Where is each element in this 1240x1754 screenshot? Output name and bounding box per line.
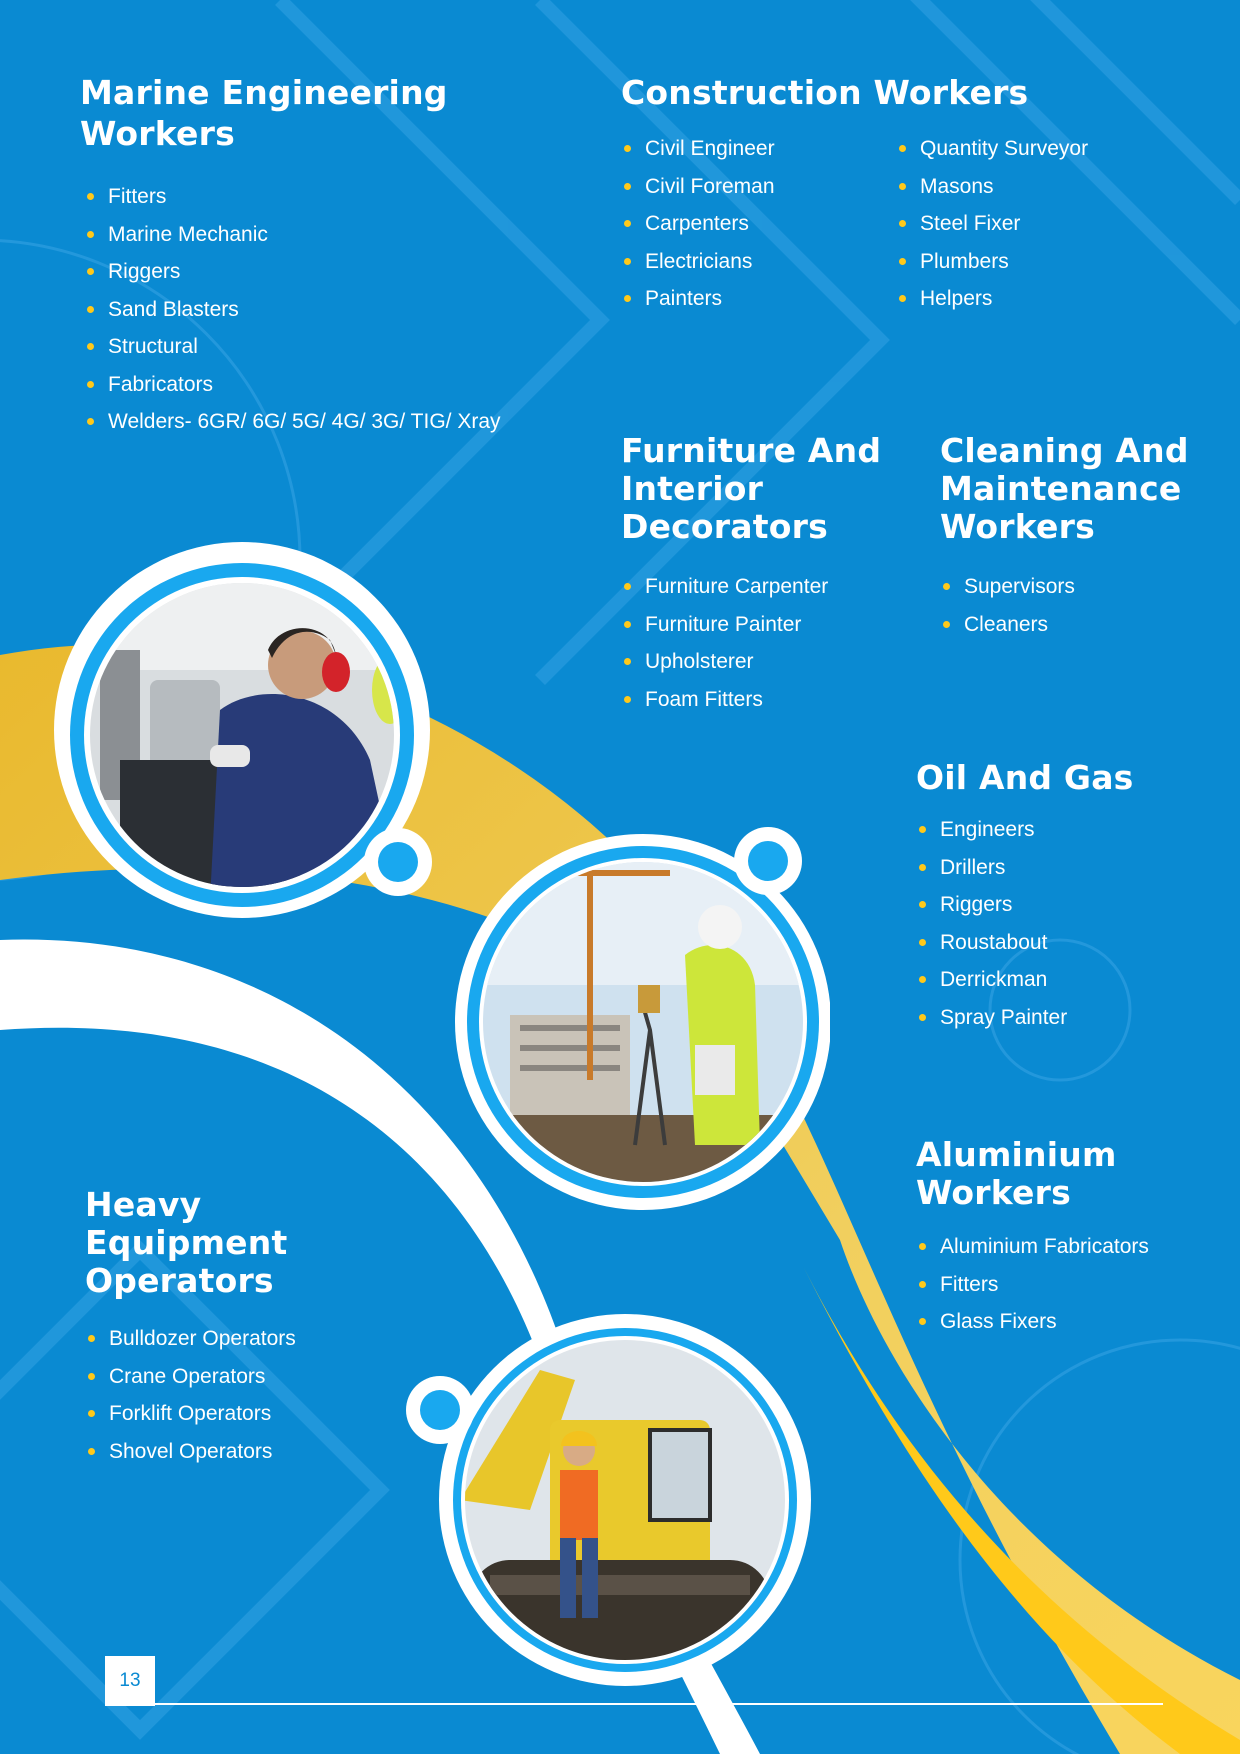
list-item: Upholsterer — [621, 643, 891, 681]
list-item: Shovel Operators — [85, 1433, 305, 1471]
list-item: Plumbers — [896, 243, 1088, 281]
list-item: Engineers — [916, 811, 1134, 849]
list-item: Aluminium Fabricators — [916, 1228, 1156, 1266]
marine-title: Marine Engineering Workers — [80, 73, 448, 153]
list-item: Quantity Surveyor — [896, 130, 1088, 168]
furniture-title: Furniture And Interior Decorators — [621, 431, 882, 546]
heavy-equipment-list — [85, 1320, 305, 1470]
list-item: Fabricators — [84, 366, 501, 404]
list-item: Supervisors — [940, 568, 1200, 606]
list-item: Roustabout — [916, 924, 1134, 962]
excavator-operator-photo — [400, 1310, 830, 1690]
list-item: Masons — [896, 168, 1088, 206]
heavy-equipment-title: Heavy Equipment Operators — [85, 1185, 288, 1300]
heavy-equipment-section — [85, 1186, 305, 1470]
cleaning-list — [940, 568, 1200, 643]
construction-list-right — [896, 130, 1088, 318]
aluminium-title: Aluminium Workers — [916, 1135, 1117, 1212]
list-item: Crane Operators — [85, 1358, 305, 1396]
list-item: Marine Mechanic — [84, 216, 501, 254]
list-item: Carpenters — [621, 205, 775, 243]
list-item: Drillers — [916, 849, 1134, 887]
list-item: Foam Fitters — [621, 681, 891, 719]
list-item: Glass Fixers — [916, 1303, 1156, 1341]
oil-gas-list — [916, 811, 1134, 1036]
list-item: Furniture Painter — [621, 606, 891, 644]
list-item: Spray Painter — [916, 999, 1134, 1037]
construction-title: Construction Workers — [621, 73, 1029, 112]
list-item: Sand Blasters — [84, 291, 501, 329]
marine-list — [84, 178, 501, 441]
list-item: Helpers — [896, 280, 1088, 318]
list-item: Civil Engineer — [621, 130, 775, 168]
list-item: Painters — [621, 280, 775, 318]
marine-section — [80, 72, 501, 441]
list-item: Riggers — [916, 886, 1134, 924]
aluminium-section — [916, 1136, 1156, 1341]
construction-surveyor-photo — [450, 815, 830, 1215]
list-item: Bulldozer Operators — [85, 1320, 305, 1358]
list-item: Welders- 6GR/ 6G/ 5G/ 4G/ 3G/ TIG/ Xray — [84, 403, 501, 441]
construction-list-left — [621, 130, 775, 318]
oil-gas-section — [916, 759, 1134, 1036]
list-item: Structural — [84, 328, 501, 366]
furniture-section — [621, 432, 891, 718]
list-item: Fitters — [84, 178, 501, 216]
construction-section — [621, 73, 1089, 330]
cleaning-title: Cleaning And Maintenance Workers — [940, 431, 1189, 546]
list-item: Steel Fixer — [896, 205, 1088, 243]
page-number: 13 — [105, 1656, 155, 1706]
list-item: Civil Foreman — [621, 168, 775, 206]
list-item: Cleaners — [940, 606, 1200, 644]
footer-divider — [155, 1703, 1163, 1705]
list-item: Derrickman — [916, 961, 1134, 999]
oil-gas-title: Oil And Gas — [916, 758, 1134, 797]
list-item: Fitters — [916, 1266, 1156, 1304]
list-item: Furniture Carpenter — [621, 568, 891, 606]
cleaning-section — [940, 432, 1200, 643]
aluminium-list — [916, 1228, 1156, 1341]
list-item: Riggers — [84, 253, 501, 291]
list-item: Forklift Operators — [85, 1395, 305, 1433]
furniture-list — [621, 568, 891, 718]
marine-mechanic-photo — [40, 530, 440, 930]
list-item: Electricians — [621, 243, 775, 281]
